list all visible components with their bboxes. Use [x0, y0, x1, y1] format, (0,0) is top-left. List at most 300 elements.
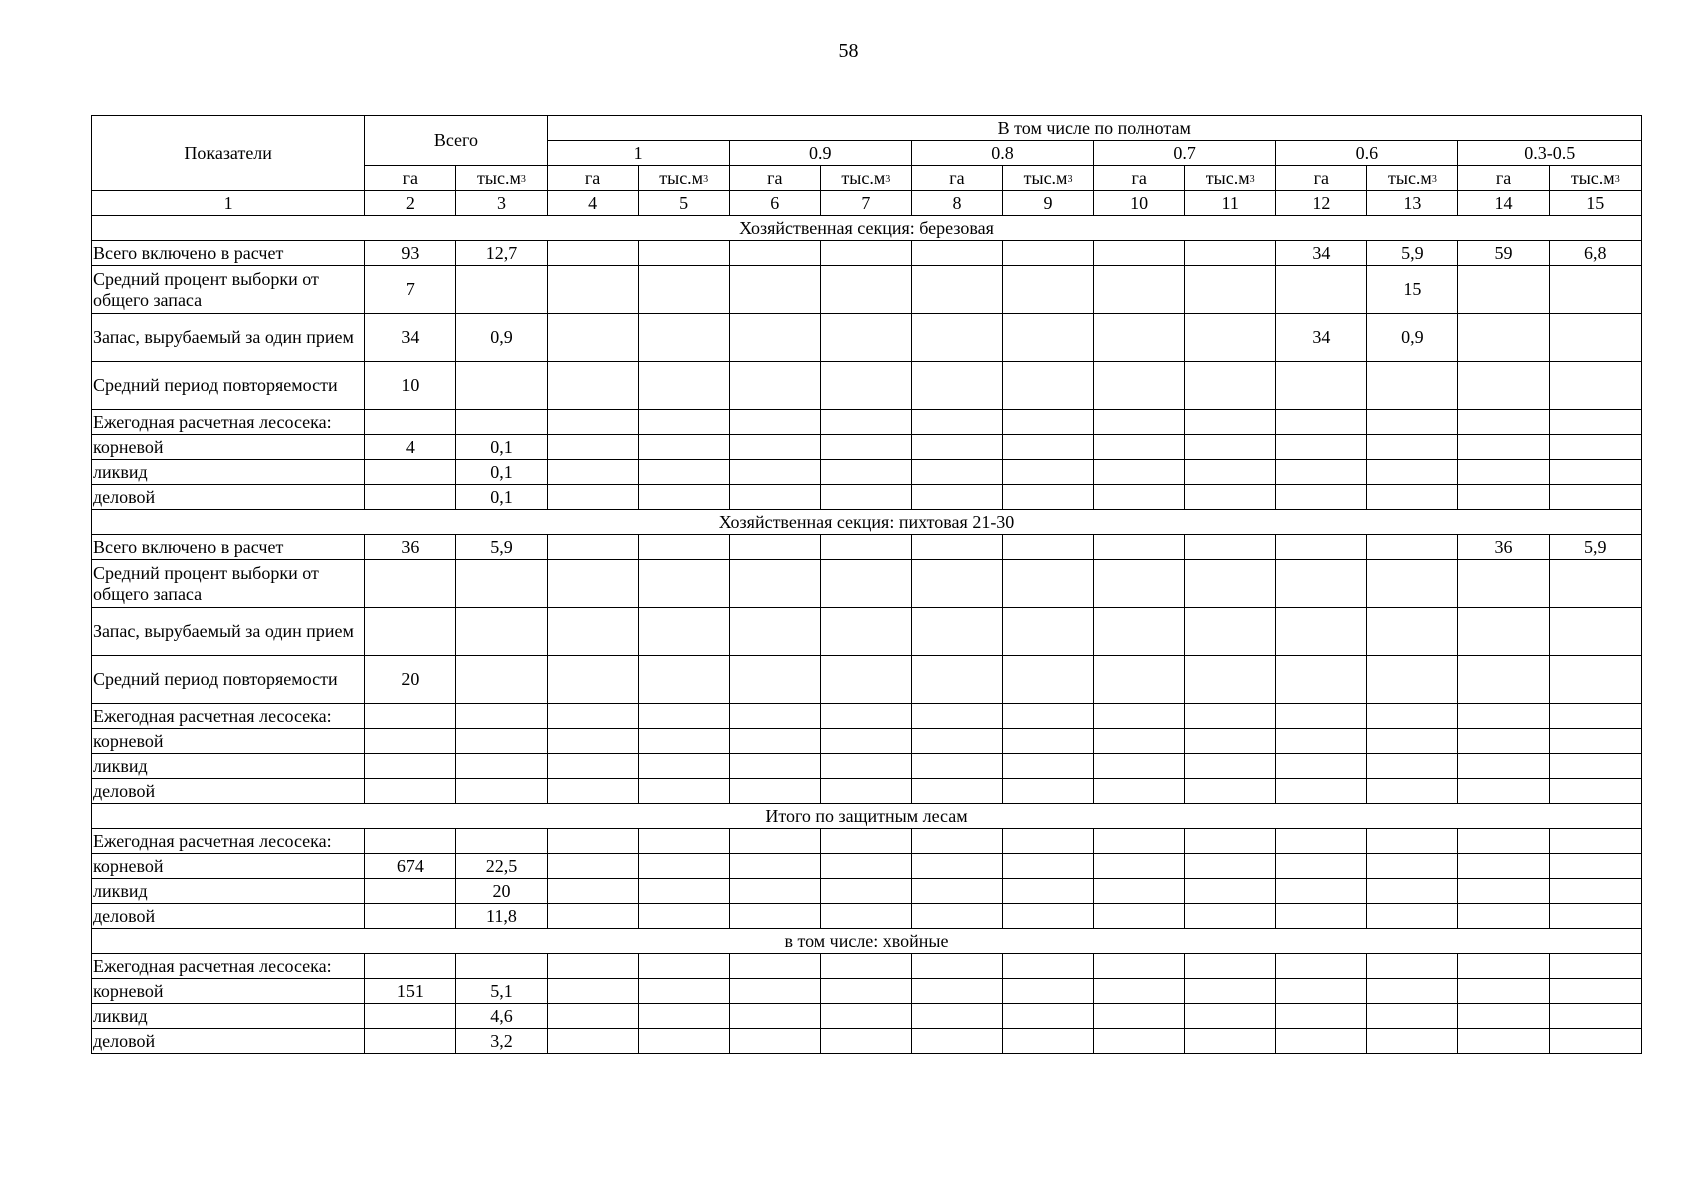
table-cell	[820, 314, 911, 362]
table-cell	[1094, 729, 1185, 754]
header-total: Всего	[365, 116, 547, 166]
table-cell	[911, 535, 1002, 560]
table-cell	[1549, 729, 1641, 754]
table-cell	[1549, 954, 1641, 979]
table-cell	[1549, 608, 1641, 656]
table-cell	[911, 954, 1002, 979]
unit-ha: га	[547, 166, 638, 191]
table-cell	[547, 656, 638, 704]
table-row	[92, 979, 1642, 1004]
table-cell	[547, 460, 638, 485]
table-cell	[1002, 656, 1093, 704]
table-cell	[456, 829, 547, 854]
table-cell	[365, 704, 456, 729]
table-cell	[638, 829, 729, 854]
table-cell	[820, 754, 911, 779]
unit-volume-base: тыс.м	[1570, 167, 1615, 188]
table-cell	[638, 704, 729, 729]
table-cell	[638, 879, 729, 904]
table-cell: 5,9	[1367, 241, 1458, 266]
header-density: 0.8	[911, 141, 1093, 166]
table-row	[92, 904, 1642, 929]
table-cell: 36	[365, 535, 456, 560]
table-cell	[1276, 435, 1367, 460]
table-cell	[1367, 460, 1458, 485]
table-cell	[1002, 362, 1093, 410]
table-cell	[1094, 314, 1185, 362]
column-number: 13	[1367, 191, 1458, 216]
table-cell	[1458, 954, 1549, 979]
table-cell	[547, 608, 638, 656]
table-cell	[638, 656, 729, 704]
table-cell	[365, 729, 456, 754]
table-cell	[1185, 1004, 1276, 1029]
column-number: 14	[1458, 191, 1549, 216]
table-cell	[547, 854, 638, 879]
unit-volume	[820, 166, 911, 191]
table-cell	[1002, 1029, 1093, 1054]
table-cell	[1002, 560, 1093, 608]
table-row	[92, 241, 1642, 266]
table-cell: 0,9	[456, 314, 547, 362]
table-cell	[1094, 362, 1185, 410]
table-cell	[1276, 954, 1367, 979]
table-cell	[638, 608, 729, 656]
table-cell	[729, 410, 820, 435]
table-cell	[820, 560, 911, 608]
unit-volume-exponent: 3	[1431, 173, 1437, 185]
column-number: 2	[365, 191, 456, 216]
table-cell	[638, 435, 729, 460]
unit-volume-exponent: 3	[1614, 173, 1620, 185]
section-row	[92, 216, 1642, 241]
table-cell	[911, 854, 1002, 879]
table-cell	[911, 485, 1002, 510]
header-density: 1	[547, 141, 729, 166]
table-cell	[1458, 266, 1549, 314]
table-cell	[456, 704, 547, 729]
table-cell	[911, 656, 1002, 704]
table-cell	[1002, 314, 1093, 362]
table-cell	[1549, 485, 1641, 510]
table-cell	[547, 954, 638, 979]
table-cell	[1276, 754, 1367, 779]
table-cell	[1549, 656, 1641, 704]
table-cell	[1549, 362, 1641, 410]
table-cell	[1549, 460, 1641, 485]
table-cell	[1276, 485, 1367, 510]
table-cell	[1458, 779, 1549, 804]
section-title: Итого по защитным лесам	[92, 804, 1642, 829]
section-row	[92, 510, 1642, 535]
header-density: 0.9	[729, 141, 911, 166]
table-cell	[820, 266, 911, 314]
column-number: 9	[1002, 191, 1093, 216]
table-cell	[1002, 854, 1093, 879]
table-cell	[1367, 754, 1458, 779]
column-number: 4	[547, 191, 638, 216]
table-cell	[1094, 535, 1185, 560]
table-cell	[729, 729, 820, 754]
table-cell	[547, 314, 638, 362]
table-cell	[1002, 954, 1093, 979]
unit-volume-base: тыс.м	[1387, 167, 1432, 188]
table-cell	[1094, 1004, 1185, 1029]
table-row	[92, 362, 1642, 410]
table-row	[92, 656, 1642, 704]
table-cell	[729, 362, 820, 410]
table-cell	[1094, 704, 1185, 729]
table-cell	[1367, 608, 1458, 656]
table-cell	[1002, 410, 1093, 435]
table-cell	[1185, 314, 1276, 362]
table-cell	[1367, 729, 1458, 754]
table-cell	[456, 362, 547, 410]
table-cell	[1549, 266, 1641, 314]
table-cell	[820, 879, 911, 904]
table-cell	[1094, 460, 1185, 485]
table-cell	[729, 560, 820, 608]
table-cell	[365, 954, 456, 979]
table-cell	[911, 904, 1002, 929]
table-row	[92, 1004, 1642, 1029]
table-cell	[1367, 879, 1458, 904]
table-cell	[638, 535, 729, 560]
table-cell: 22,5	[456, 854, 547, 879]
table-cell	[729, 608, 820, 656]
table-cell	[820, 485, 911, 510]
table-cell	[456, 656, 547, 704]
column-number: 7	[820, 191, 911, 216]
unit-ha: га	[729, 166, 820, 191]
table-cell	[547, 241, 638, 266]
table-cell	[1276, 1004, 1367, 1029]
table-header	[92, 116, 1642, 216]
table-cell	[1276, 729, 1367, 754]
table-cell	[547, 560, 638, 608]
unit-volume-base: тыс.м	[1205, 167, 1250, 188]
table-cell: 15	[1367, 266, 1458, 314]
table-cell	[1002, 754, 1093, 779]
table-cell	[1185, 560, 1276, 608]
table-cell	[820, 241, 911, 266]
row-label: корневой	[92, 435, 365, 460]
table-cell	[1367, 704, 1458, 729]
table-cell	[1367, 954, 1458, 979]
table-cell	[911, 435, 1002, 460]
table-cell	[1185, 779, 1276, 804]
table-cell	[820, 779, 911, 804]
table-cell	[1185, 410, 1276, 435]
table-cell	[1458, 1029, 1549, 1054]
table-cell	[729, 460, 820, 485]
table-cell	[1002, 1004, 1093, 1029]
table-cell	[729, 854, 820, 879]
unit-volume-exponent: 3	[703, 173, 709, 185]
table-cell	[1276, 879, 1367, 904]
row-label: Всего включено в расчет	[92, 241, 365, 266]
table-cell	[1367, 560, 1458, 608]
table-cell	[365, 779, 456, 804]
table-cell	[456, 754, 547, 779]
table-cell	[1185, 954, 1276, 979]
table-cell	[911, 460, 1002, 485]
table-cell	[1094, 754, 1185, 779]
table-cell	[1002, 879, 1093, 904]
table-cell	[1549, 879, 1641, 904]
table-cell	[820, 1004, 911, 1029]
table-cell	[1094, 266, 1185, 314]
table-cell	[365, 410, 456, 435]
table-cell	[1185, 904, 1276, 929]
table-row	[92, 435, 1642, 460]
table-cell	[547, 535, 638, 560]
table-cell	[820, 656, 911, 704]
table-cell	[1276, 904, 1367, 929]
table-cell	[911, 241, 1002, 266]
row-label: Ежегодная расчетная лесосека:	[92, 704, 365, 729]
table-cell	[820, 460, 911, 485]
section-title: в том числе: хвойные	[92, 929, 1642, 954]
unit-volume-exponent: 3	[520, 173, 526, 185]
table-cell	[638, 410, 729, 435]
header-indicators: Показатели	[92, 116, 365, 191]
table-cell	[911, 362, 1002, 410]
table-cell	[365, 460, 456, 485]
table-cell	[1458, 410, 1549, 435]
table-cell	[729, 1029, 820, 1054]
table-cell	[729, 241, 820, 266]
table-cell	[820, 362, 911, 410]
table-cell	[820, 979, 911, 1004]
table-cell	[547, 435, 638, 460]
table-cell	[1276, 460, 1367, 485]
table-cell	[729, 314, 820, 362]
table-cell	[1458, 879, 1549, 904]
unit-volume-exponent: 3	[885, 173, 891, 185]
table-cell	[1367, 656, 1458, 704]
section-title: Хозяйственная секция: березовая	[92, 216, 1642, 241]
unit-volume-base: тыс.м	[659, 167, 704, 188]
table-cell: 93	[365, 241, 456, 266]
table-cell	[365, 560, 456, 608]
table-cell: 0,9	[1367, 314, 1458, 362]
table-row	[92, 754, 1642, 779]
table-cell	[638, 904, 729, 929]
table-cell: 674	[365, 854, 456, 879]
unit-ha: га	[1276, 166, 1367, 191]
table-cell: 0,1	[456, 435, 547, 460]
table-cell	[820, 729, 911, 754]
table-cell	[1002, 460, 1093, 485]
table-cell	[547, 829, 638, 854]
table-cell	[1185, 729, 1276, 754]
table-cell	[547, 779, 638, 804]
table-cell	[729, 954, 820, 979]
table-cell	[1185, 608, 1276, 656]
table-cell	[1002, 241, 1093, 266]
unit-volume	[1549, 166, 1641, 191]
table-cell	[911, 266, 1002, 314]
table-cell	[729, 779, 820, 804]
table-cell	[1094, 829, 1185, 854]
table-row	[92, 535, 1642, 560]
table-cell	[1094, 608, 1185, 656]
table-cell: 5,9	[456, 535, 547, 560]
table-cell	[1185, 854, 1276, 879]
table-cell	[1549, 904, 1641, 929]
table-cell: 12,7	[456, 241, 547, 266]
table-cell	[547, 904, 638, 929]
table-cell	[547, 1004, 638, 1029]
table-cell	[1367, 535, 1458, 560]
table-cell: 151	[365, 979, 456, 1004]
table-cell	[1094, 485, 1185, 510]
table-cell	[456, 266, 547, 314]
table-cell	[1094, 904, 1185, 929]
table-cell: 4,6	[456, 1004, 547, 1029]
table-cell	[1549, 779, 1641, 804]
table-cell	[638, 241, 729, 266]
table-row	[92, 779, 1642, 804]
unit-volume	[1367, 166, 1458, 191]
table-cell	[547, 362, 638, 410]
row-label: деловой	[92, 1029, 365, 1054]
table-cell	[638, 485, 729, 510]
table-cell	[1185, 435, 1276, 460]
row-label: Средний период повторяемости	[92, 656, 365, 704]
row-label: Ежегодная расчетная лесосека:	[92, 954, 365, 979]
row-label: ликвид	[92, 754, 365, 779]
table-cell	[911, 729, 1002, 754]
header-by-density: В том числе по полнотам	[547, 116, 1641, 141]
table-row	[92, 266, 1642, 314]
table-cell	[1549, 435, 1641, 460]
table-cell	[911, 779, 1002, 804]
table-cell	[1185, 979, 1276, 1004]
table-row	[92, 560, 1642, 608]
unit-volume-base: тыс.м	[477, 167, 521, 188]
table-cell	[1185, 485, 1276, 510]
table-cell	[1458, 435, 1549, 460]
unit-volume	[1002, 166, 1093, 191]
row-label: Запас, вырубаемый за один прием	[92, 608, 365, 656]
table-cell: 34	[365, 314, 456, 362]
table-cell	[1185, 754, 1276, 779]
table-cell	[820, 535, 911, 560]
unit-volume	[638, 166, 729, 191]
table-cell	[1185, 829, 1276, 854]
table-cell: 5,1	[456, 979, 547, 1004]
table-cell	[365, 608, 456, 656]
table-cell	[1276, 362, 1367, 410]
table-cell	[1458, 754, 1549, 779]
table-cell	[820, 854, 911, 879]
table-cell	[547, 485, 638, 510]
table-cell	[638, 362, 729, 410]
table-cell	[1276, 560, 1367, 608]
table-cell: 6,8	[1549, 241, 1641, 266]
table-cell	[365, 1004, 456, 1029]
table-cell	[1549, 829, 1641, 854]
table-cell	[1367, 485, 1458, 510]
column-number-row	[92, 191, 1642, 216]
table-cell: 34	[1276, 241, 1367, 266]
row-label: деловой	[92, 485, 365, 510]
table-cell	[638, 314, 729, 362]
table-cell	[1002, 535, 1093, 560]
table-cell	[1549, 1029, 1641, 1054]
table-cell	[1185, 241, 1276, 266]
table-cell	[456, 954, 547, 979]
column-number: 12	[1276, 191, 1367, 216]
row-label: Средний процент выборки от общего запаса	[92, 266, 365, 314]
table-cell	[456, 560, 547, 608]
table-cell: 0,1	[456, 485, 547, 510]
table-cell	[820, 704, 911, 729]
table-cell	[638, 560, 729, 608]
table-row	[92, 410, 1642, 435]
table-cell: 59	[1458, 241, 1549, 266]
column-number: 15	[1549, 191, 1641, 216]
table-cell	[820, 608, 911, 656]
table-cell	[1002, 829, 1093, 854]
table-cell	[1549, 560, 1641, 608]
row-label: ликвид	[92, 879, 365, 904]
table-cell	[1276, 656, 1367, 704]
table-cell	[1094, 854, 1185, 879]
table-row	[92, 729, 1642, 754]
table-cell	[547, 879, 638, 904]
table-cell	[911, 1029, 1002, 1054]
unit-volume-base: тыс.м	[841, 167, 886, 188]
table-cell	[1549, 410, 1641, 435]
table-cell	[1458, 704, 1549, 729]
column-number: 3	[456, 191, 547, 216]
unit-ha: га	[365, 166, 456, 191]
table-row	[92, 829, 1642, 854]
table-cell	[911, 410, 1002, 435]
table-cell	[729, 656, 820, 704]
table-cell	[1185, 1029, 1276, 1054]
table-cell	[1367, 854, 1458, 879]
table-cell	[1276, 704, 1367, 729]
column-number: 5	[638, 191, 729, 216]
table-cell	[547, 704, 638, 729]
table-cell	[1185, 266, 1276, 314]
table-cell	[1002, 435, 1093, 460]
table-row	[92, 485, 1642, 510]
table-cell	[1367, 362, 1458, 410]
table-row	[92, 460, 1642, 485]
table-cell	[911, 608, 1002, 656]
table-cell	[365, 879, 456, 904]
table-cell	[1276, 266, 1367, 314]
table-cell	[547, 754, 638, 779]
row-label: Средний период повторяемости	[92, 362, 365, 410]
table-cell	[1458, 1004, 1549, 1029]
table-cell	[1458, 608, 1549, 656]
table-cell	[911, 879, 1002, 904]
table-cell	[1002, 266, 1093, 314]
unit-ha: га	[1458, 166, 1549, 191]
table-cell	[365, 904, 456, 929]
table-cell	[1458, 314, 1549, 362]
table-cell	[1185, 535, 1276, 560]
table-cell	[1002, 979, 1093, 1004]
table-cell	[456, 410, 547, 435]
section-row	[92, 929, 1642, 954]
